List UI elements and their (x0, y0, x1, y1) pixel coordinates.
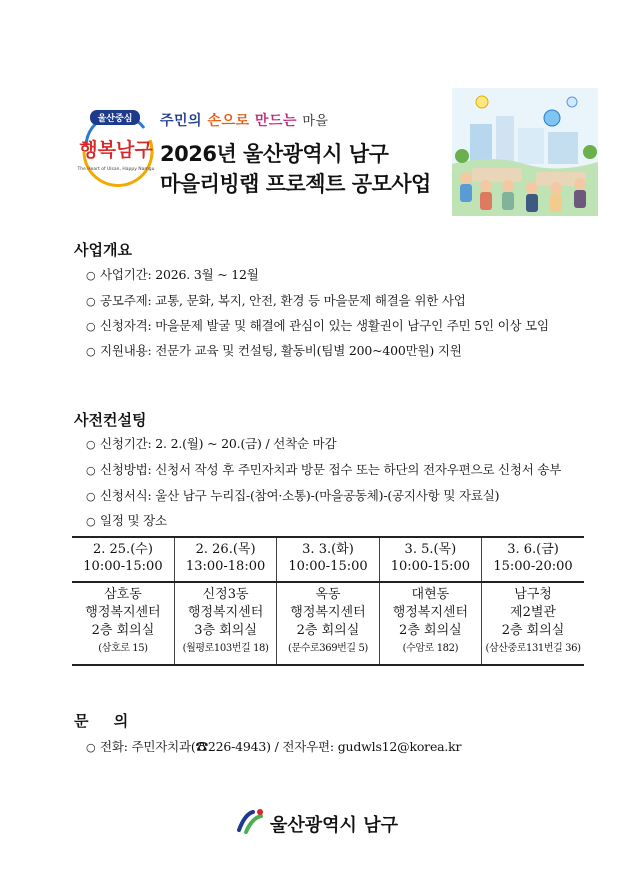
consulting-item-form (86, 486, 499, 504)
schedule-date-cell (379, 537, 481, 582)
schedule-date-cell (482, 537, 584, 582)
page-title-line2: 마을리빙랩 프로젝트 공모사업 (160, 172, 431, 196)
overview-item-theme (86, 291, 466, 309)
footer-logo (236, 808, 426, 838)
community-illustration (452, 88, 598, 216)
schedule-time: 13:00-18:00 (185, 559, 266, 574)
schedule-building: 제2별관 (510, 605, 556, 620)
logo-wordmark: 행복남구 (79, 139, 153, 161)
schedule-address: (문수로369번길 5) (288, 643, 368, 654)
consulting-heading: 사전컨설팅 (74, 411, 147, 429)
schedule-time: 15:00-20:00 (493, 559, 573, 574)
consulting-item-text: 신청기간: 2. 2.(월) ~ 20.(금) / 선착순 마감 (100, 436, 337, 451)
schedule-date: 3. 3.(화) (302, 542, 354, 557)
slogan-part2: 손으로 (207, 113, 250, 129)
schedule-date: 3. 6.(금) (507, 542, 559, 557)
consulting-item-period (86, 434, 336, 452)
schedule-room: 2층 회의실 (501, 623, 565, 638)
bullet-icon: ○ (86, 269, 96, 282)
schedule-table (72, 536, 584, 666)
schedule-date: 2. 26.(목) (195, 542, 256, 557)
schedule-room: 2층 회의실 (399, 623, 462, 638)
overview-item-text: 신청자격: 마을문제 발굴 및 해결에 관심이 있는 생활권이 남구인 주민 5인 이상 모임 (100, 318, 549, 333)
schedule-place: 대현동 (411, 587, 450, 602)
schedule-date-cell (174, 537, 276, 582)
bullet-icon: ○ (86, 438, 96, 451)
contact-line (86, 737, 461, 755)
schedule-room: 3층 회의실 (194, 623, 257, 638)
schedule-date: 2. 25.(수) (92, 542, 153, 557)
bullet-icon: ○ (86, 320, 96, 333)
slogan-part3: 만드는 (254, 113, 297, 129)
schedule-date-row (72, 537, 584, 582)
schedule-place-cell (72, 582, 174, 665)
slogan-part1: 주민의 (160, 113, 203, 129)
consulting-item-method (86, 460, 561, 478)
consulting-item-schedule (86, 511, 167, 529)
footer-org-name: 울산광역시 남구 (270, 815, 398, 836)
page-title-line1: 2026년 울산광역시 남구 (160, 142, 389, 166)
schedule-place-cell (379, 582, 481, 665)
bullet-icon: ○ (86, 741, 96, 754)
schedule-place-cell (174, 582, 276, 665)
slogan (160, 110, 328, 130)
schedule-date: 3. 5.(목) (404, 542, 457, 557)
schedule-room: 2층 회의실 (91, 623, 155, 638)
contact-text: 전화: 주민자치과(☎226-4943) / 전자우편: gudwls12@korea.kr (100, 739, 462, 754)
bullet-icon: ○ (86, 490, 96, 503)
contact-heading: 문 의 (74, 712, 139, 730)
bullet-icon: ○ (86, 295, 96, 308)
schedule-place-cell (277, 582, 379, 665)
schedule-room: 2층 회의실 (296, 623, 360, 638)
consulting-item-text: 신청서식: 울산 남구 누리집-(참여·소통)-(마을공동체)-(공지사항 및 자료실) (100, 488, 500, 503)
overview-heading: 사업개요 (74, 241, 132, 259)
schedule-place: 신정3동 (202, 587, 249, 602)
overview-item-period (86, 265, 259, 283)
bullet-icon: ○ (86, 464, 96, 477)
schedule-building: 행정복지센터 (392, 605, 469, 620)
schedule-time: 10:00-15:00 (83, 559, 163, 574)
schedule-date-cell (277, 537, 379, 582)
schedule-time: 10:00-15:00 (288, 559, 368, 574)
schedule-building: 행정복지센터 (290, 605, 366, 620)
schedule-place: 옥동 (315, 587, 341, 602)
overview-item-text: 지원내용: 전문가 교육 및 컨설팅, 활동비(팀별 200~400만원) 지원 (100, 343, 462, 358)
bullet-icon: ○ (86, 515, 96, 528)
schedule-time: 10:00-15:00 (390, 559, 471, 574)
consulting-item-text: 신청방법: 신청서 작성 후 주민자치과 방문 접수 또는 하단의 전자우편으로 신청서 송부 (100, 462, 562, 477)
schedule-address: (월평로103번길 18) (182, 643, 269, 654)
namgu-symbol-icon (236, 808, 266, 836)
schedule-date-cell (72, 537, 174, 582)
schedule-place: 남구청 (514, 587, 552, 602)
bullet-icon: ○ (86, 345, 96, 358)
logo-badge-text: 울산중심 (97, 114, 133, 124)
schedule-place: 삼호동 (104, 587, 142, 602)
overview-item-eligibility (86, 316, 549, 334)
schedule-building: 행정복지센터 (187, 605, 264, 620)
overview-item-support (86, 341, 462, 359)
schedule-address: (삼산중로131번길 36) (485, 643, 581, 654)
logo-subtitle: The Heart of Ulsan, Happy Namgu (77, 167, 155, 172)
schedule-place-row (72, 582, 584, 665)
schedule-building: 행정복지센터 (85, 605, 161, 620)
overview-item-text: 공모주제: 교통, 문화, 복지, 안전, 환경 등 마을문제 해결을 위한 사업 (100, 293, 466, 308)
overview-item-text: 사업기간: 2026. 3월 ~ 12월 (100, 267, 259, 282)
schedule-address: (삼호로 15) (98, 643, 148, 654)
slogan-part4: 마을 (302, 114, 329, 129)
namgu-logo (74, 106, 158, 192)
consulting-item-text: 일정 및 장소 (100, 513, 167, 528)
schedule-place-cell (482, 582, 584, 665)
schedule-address: (수암로 182) (402, 643, 459, 654)
